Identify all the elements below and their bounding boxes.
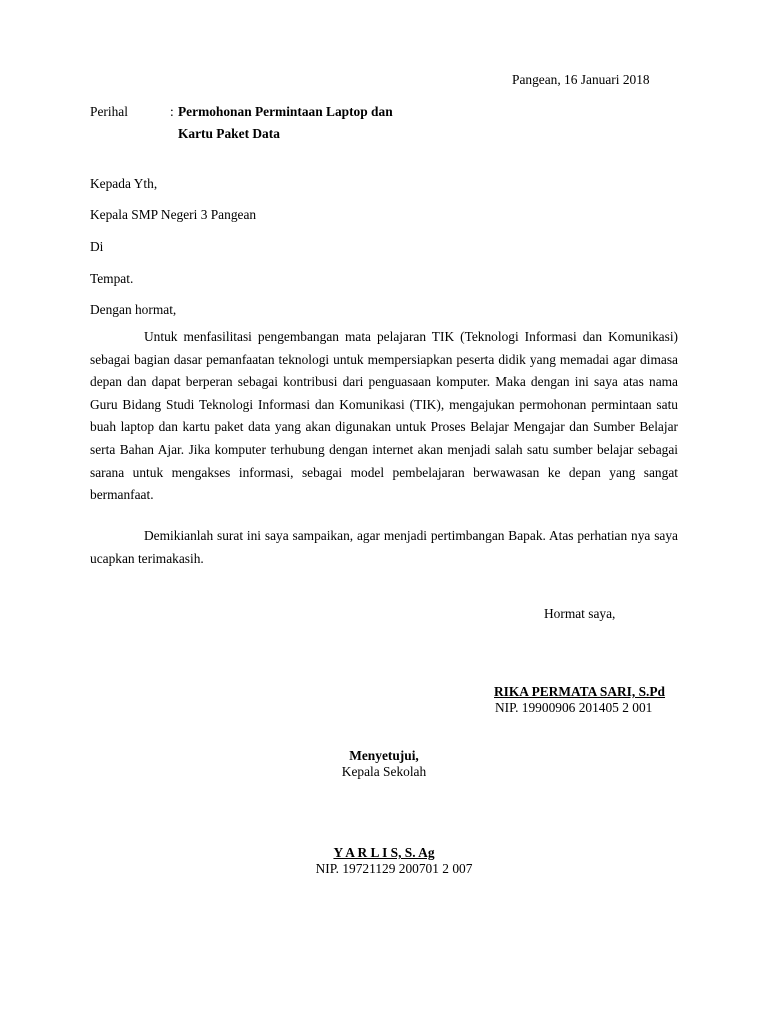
body-paragraph-1 [90, 326, 678, 507]
recipient-di: Di [90, 239, 104, 254]
sender-nip: NIP. 19900906 201405 2 001 [495, 700, 653, 715]
salutation: Dengan hormat, [90, 302, 177, 317]
subject-separator: : [170, 104, 174, 119]
subject-line-2: Kartu Paket Data [178, 126, 280, 141]
subject-line-1: Permohonan Permintaan Laptop dan [178, 104, 393, 119]
body-paragraph-2 [90, 525, 678, 570]
body-paragraph-2-text: Demikianlah surat ini saya sampaikan, agar menjadi pertimbangan Bapak. Atas perhatian nya saya ucapkan terimakasih. [90, 528, 678, 566]
approval-position: Kepala Sekolah [341, 764, 427, 779]
approval-nip: NIP. 19721129 200701 2 007 [315, 861, 473, 876]
closing: Hormat saya, [544, 606, 616, 621]
body-paragraph-1-text: Untuk menfasilitasi pengembangan mata pelajaran TIK (Teknologi Informasi dan Komunikasi) sebagai bagian dasar pemanfaatan teknologi untuk mempersiapkan peserta didik yang memadai agar dimasa depan dan dapat berperan sebagai kontribusi dari penguasaan komputer. Maka dengan ini saya atas nama Guru Bidang Studi Teknologi Informasi dan Komunikasi (TIK), mengajukan permohonan permintaan satu buah laptop dan kartu paket data yang akan digunakan untuk Proses Belajar Mengajar dan Sumber Belajar serta Bahan Ajar. Jika komputer terhubung dengan internet akan menjadi salah satu sumber belajar sebagai sarana untuk mengakses informasi, sebagai model pembelajaran berwawasan ke depan yang sangat bermanfaat. [90, 329, 678, 503]
recipient-name: Kepala SMP Negeri 3 Pangean [90, 207, 257, 222]
recipient-place: Tempat. [90, 271, 134, 286]
approval-name: Y A R L I S, S. Ag [333, 845, 435, 860]
place-date: Pangean, 16 Januari 2018 [512, 72, 650, 87]
sender-name: RIKA PERMATA SARI, S.Pd [494, 684, 666, 699]
recipient-greeting: Kepada Yth, [90, 176, 158, 191]
approval-label: Menyetujui, [349, 748, 419, 763]
subject-label: Perihal [90, 104, 128, 119]
